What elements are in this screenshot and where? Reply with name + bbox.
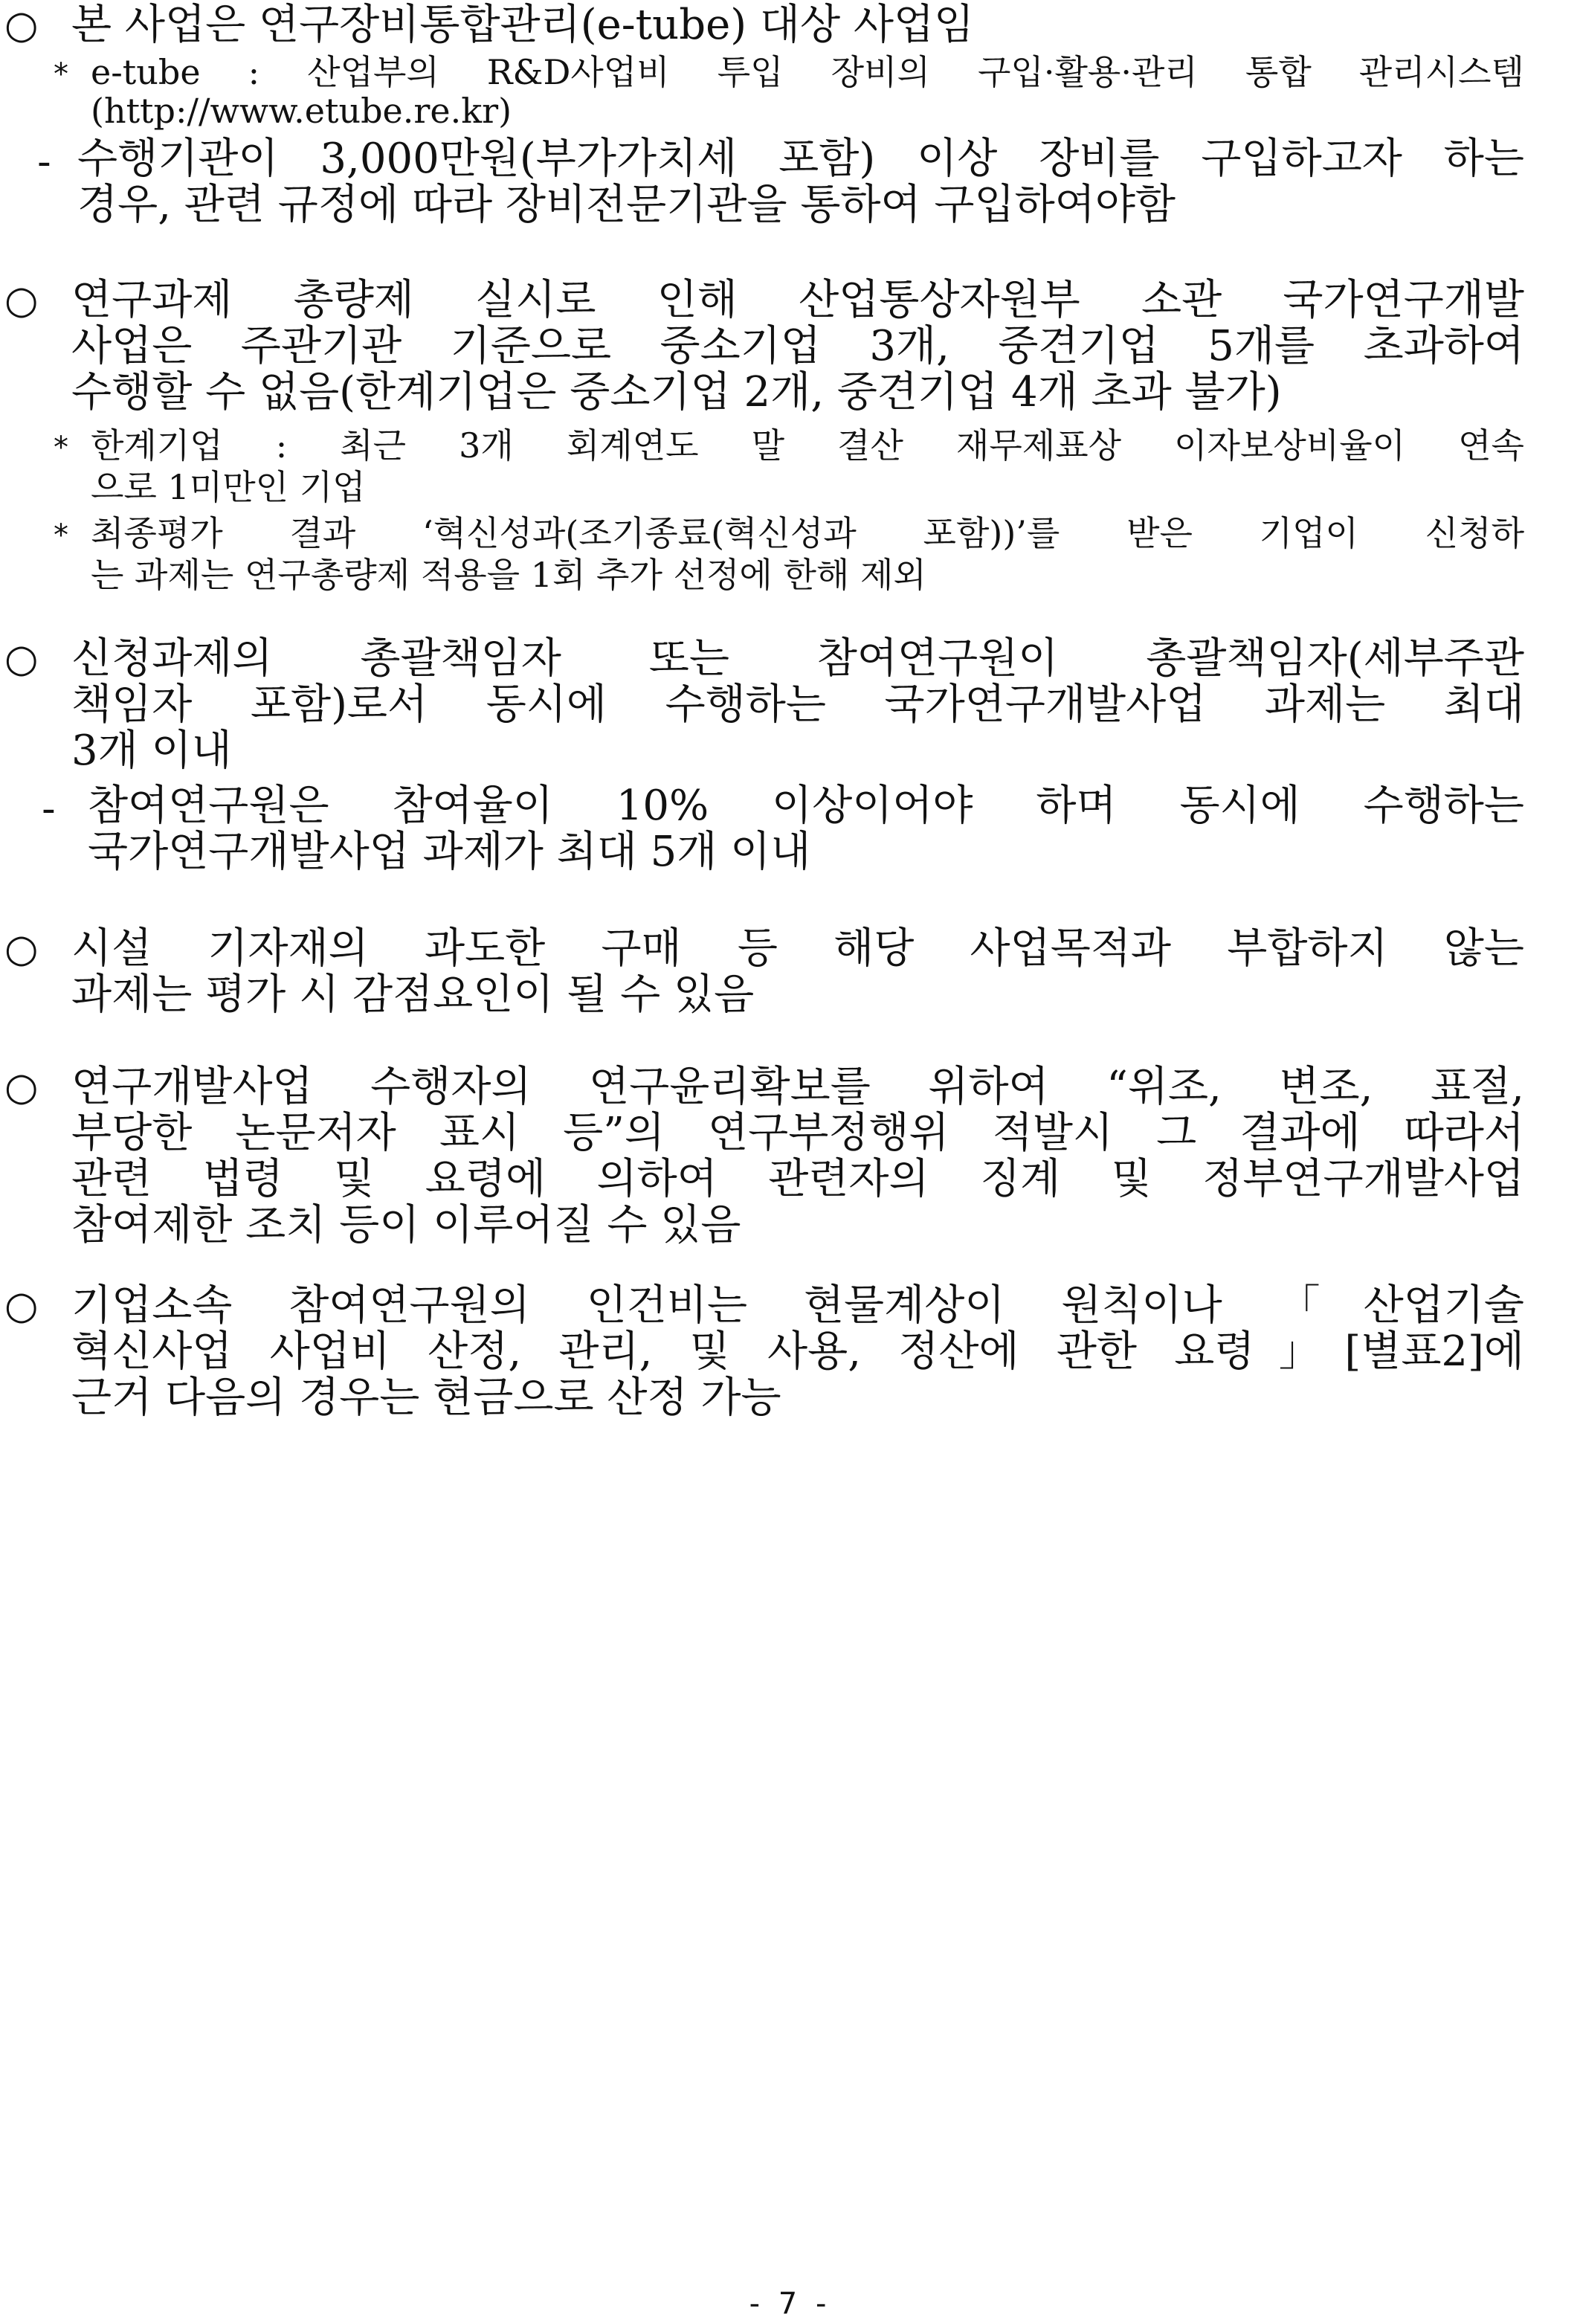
- sub-line: 참여연구원은 참여율이 10% 이상이어야 하며 동시에 수행하는: [88, 782, 1524, 830]
- paragraph-line: 과제는 평가 시 감점요인이 될 수 있음: [71, 971, 755, 1019]
- note-marker: *: [54, 518, 68, 553]
- paragraph-line: 본 사업은 연구장비통합관리(e-tube) 대상 사업임: [71, 1, 975, 49]
- paragraph-line: 3개 이내: [71, 727, 232, 775]
- circle-bullet: ○: [4, 278, 39, 323]
- note-marker: *: [54, 57, 68, 91]
- paragraph-line: 책임자 포함)로서 동시에 수행하는 국가연구개발사업 과제는 최대: [71, 680, 1524, 729]
- note-line: 는 과제는 연구총량제 적용을 1회 추가 선정에 한해 제외: [91, 555, 926, 595]
- circle-bullet: ○: [4, 1065, 39, 1110]
- sub-line: 수행기관이 3,000만원(부가가치세 포함) 이상 장비를 구입하고자 하는: [77, 135, 1524, 183]
- paragraph-line: 연구과제 총량제 실시로 인해 산업통상자원부 소관 국가연구개발: [71, 276, 1524, 324]
- paragraph-line: 사업은 주관기관 기준으로 중소기업 3개, 중견기업 5개를 초과하여: [71, 322, 1524, 370]
- paragraph-line: 신청과제의 총괄책임자 또는 참여연구원이 총괄책임자(세부주관: [71, 634, 1524, 683]
- note-line: e-tube : 산업부의 R&D사업비 투입 장비의 구입·활용·관리 통합 관리시스템: [91, 52, 1524, 92]
- note-line: 한계기업 : 최근 3개 회계연도 말 결산 재무제표상 이자보상비율이 연속: [91, 425, 1524, 466]
- paragraph-line: 부당한 논문저자 표시 등”의 연구부정행위 적발시 그 결과에 따라서: [71, 1109, 1524, 1157]
- note-marker: *: [54, 431, 68, 465]
- paragraph-line: 근거 다음의 경우는 현금으로 산정 가능: [71, 1374, 781, 1422]
- dash-marker: -: [37, 140, 51, 184]
- note-line: 으로 1미만인 기업: [91, 467, 366, 507]
- dash-marker: -: [42, 787, 56, 831]
- paragraph-line: 참여제한 조치 등이 이루어질 수 있음: [71, 1201, 741, 1249]
- circle-bullet: ○: [4, 927, 39, 971]
- sub-line: 국가연구개발사업 과제가 최대 5개 이내: [88, 828, 811, 876]
- paragraph-line: 기업소속 참여연구원의 인건비는 현물계상이 원칙이나 「산업기술: [71, 1281, 1524, 1330]
- circle-bullet: ○: [4, 3, 39, 48]
- page-number: - 7 -: [749, 2287, 831, 2321]
- circle-bullet: ○: [4, 1284, 39, 1328]
- sub-line: 경우, 관련 규정에 따라 장비전문기관을 통하여 구입하여야함: [77, 181, 1176, 229]
- paragraph-line: 수행할 수 없음(한계기업은 중소기업 2개, 중견기업 4개 초과 불가): [71, 368, 1282, 416]
- note-line: (http://www.etube.re.kr): [91, 91, 512, 131]
- paragraph-line: 관련 법령 및 요령에 의하여 관련자의 징계 및 정부연구개발사업: [71, 1155, 1524, 1203]
- paragraph-line: 시설 기자재의 과도한 구매 등 해당 사업목적과 부합하지 않는: [71, 924, 1524, 973]
- paragraph-line: 혁신사업 사업비 산정, 관리, 및 사용, 정산에 관한 요령」[별표2]에: [71, 1327, 1524, 1376]
- note-line: 최종평가 결과 ‘혁신성과(조기종료(혁신성과 포함))’를 받은 기업이 신청하: [91, 513, 1524, 553]
- paragraph-line: 연구개발사업 수행자의 연구윤리확보를 위하여 “위조, 변조, 표절,: [71, 1063, 1524, 1111]
- circle-bullet: ○: [4, 637, 39, 681]
